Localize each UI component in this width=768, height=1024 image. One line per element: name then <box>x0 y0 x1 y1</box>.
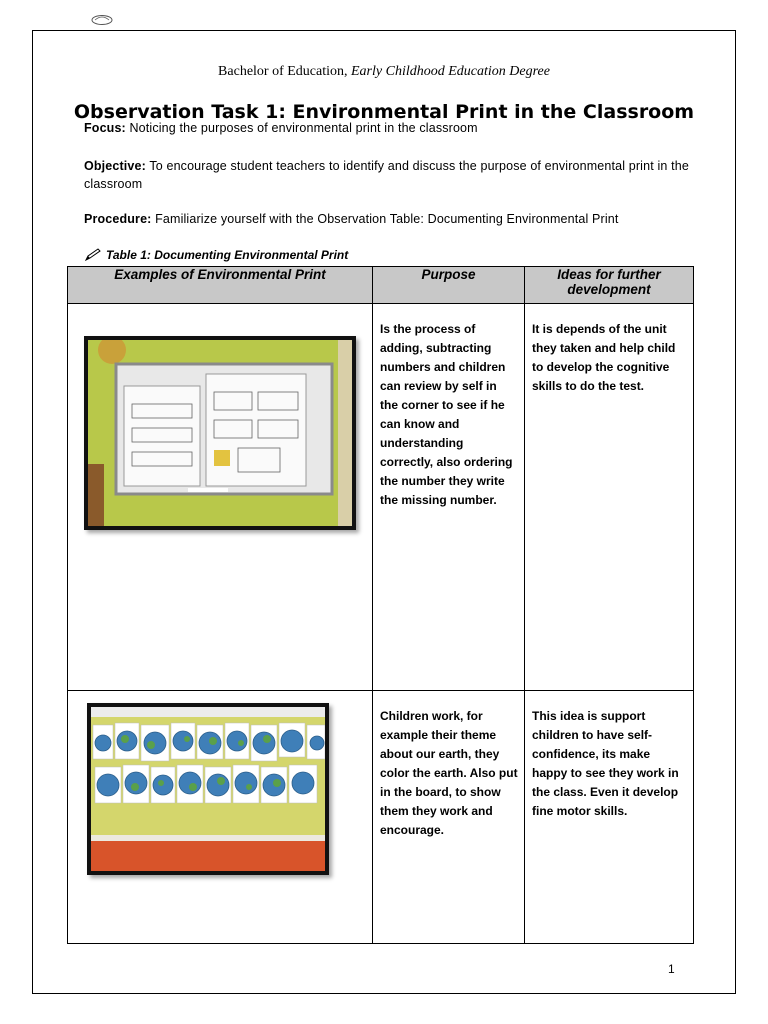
earth-artwork-photo <box>87 703 329 875</box>
caption-text: Table 1: Documenting Environmental Print <box>106 248 349 262</box>
objective-label: Objective: <box>84 159 146 173</box>
ideas-cell: It is depends of the unit they taken and help child to develop the cognitive skills to do the test. <box>525 304 694 691</box>
table-caption <box>84 248 348 262</box>
header-ideas: Ideas for further development <box>525 267 694 304</box>
focus-text: Noticing the purposes of environmental print in the classroom <box>129 121 478 135</box>
focus-label: Focus: <box>84 121 126 135</box>
ideas-cell: This idea is support children to have self-confidence, its make happy to see they work in the class. Even it develop fine motor skills. <box>525 691 694 944</box>
whiteboard-photo <box>84 336 356 530</box>
degree-plain: Bachelor of Education, <box>218 64 348 79</box>
table-row <box>68 304 694 691</box>
page-title: Observation Task 1: Environmental Print in the Classroom <box>73 101 695 123</box>
table-header-row <box>68 267 694 304</box>
example-cell <box>68 304 373 691</box>
purpose-cell: Is the process of adding, subtracting numbers and children can review by self in the corner to see if he can know and understanding correctly, also ordering the number they write the missing number. <box>373 304 525 691</box>
procedure-text: Familiarize yourself with the Observation Table: Documenting Environmental Print <box>155 212 619 226</box>
table-row <box>68 691 694 944</box>
pencil-icon <box>84 248 102 262</box>
degree-header <box>33 64 735 80</box>
observation-table <box>67 266 694 944</box>
header-purpose: Purpose <box>373 267 525 304</box>
page-number: 1 <box>668 962 675 976</box>
objective-text: To encourage student teachers to identify and discuss the purpose of environmental print in the classroom <box>84 159 689 191</box>
degree-italic: Early Childhood Education Degree <box>351 64 550 79</box>
logo-icon <box>90 14 114 26</box>
procedure-line <box>84 210 694 228</box>
purpose-cell: Children work, for example their theme about our earth, they color the earth. Also put in the board, to show them they work and encourage. <box>373 691 525 944</box>
example-cell <box>68 691 373 944</box>
focus-line <box>84 119 694 137</box>
objective-line <box>84 157 694 193</box>
header-examples: Examples of Environmental Print <box>68 267 373 304</box>
procedure-label: Procedure: <box>84 212 152 226</box>
